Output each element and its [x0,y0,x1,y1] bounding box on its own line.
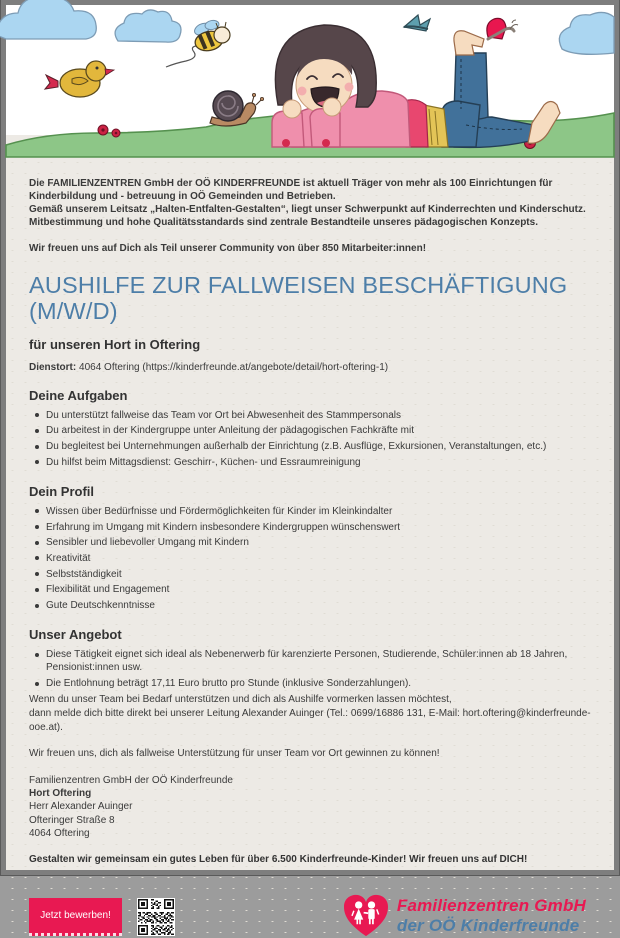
profil-list [29,505,592,612]
logo-line-2: der OÖ Kinderfreunde [396,916,580,936]
closing-line-2: Gestalten wir gemeinsam ein gutes Leben für über 6.500 Kinderfreunde-Kinder! Wir freuen uns auf DICH! [29,854,528,866]
subtitle: für unseren Hort in Oftering [29,336,201,352]
list-item: Erfahrung im Umgang mit Kindern insbesondere Kindergruppen wünschenswert [46,521,592,534]
list-item: Kreativität [46,552,592,565]
intro-paragraph-1: Die FAMILIENZENTREN GmbH der OÖ KINDERFREUNDE ist aktuell Träger von mehr als 100 Einrichtungen für Kinderbildung und - betreuung in OÖ Gemeinden und Betrieben. [29,178,553,202]
address-block [29,774,592,840]
list-item: Diese Tätigkeit eignet sich ideal als Nebenerwerb für karenzierte Personen, Studierende, Schüler:innen ab 18 Jahren, Pensionist:innen usw. [46,648,592,674]
heart-logo-icon [343,894,389,938]
list-item: Du arbeitest in der Kindergruppe unter Anleitung der pädagogischen Fachkräfte mit [46,424,592,437]
list-item: Du unterstützt fallweise das Team vor Ort bei Abwesenheit des Stammpersonals [46,409,592,422]
list-item: Wissen über Bedürfnisse und Fördermöglichkeiten für Kinder im Kleinkindalter [46,505,592,518]
address-contact: Herr Alexander Auinger [29,801,133,813]
job-posting-page [1,0,619,936]
list-item: Sensibler und liebevoller Umgang mit Kindern [46,536,592,549]
page-title: AUSHILFE ZUR FALLWEISEN BESCHÄFTIGUNG (M/W/D) [29,272,568,325]
logo-line-1: Familienzentren GmbH [396,896,586,916]
header-illustration [6,5,614,157]
dienstort-line [29,362,592,373]
list-item: Die Entlohnung beträgt 17,11 Euro brutto pro Stunde (inklusive Sonderzahlungen). [46,677,592,690]
angebot-list [29,648,592,690]
footer [29,898,592,938]
dienstort-value: 4064 Oftering (https://kinderfreunde.at/angebote/detail/hort-oftering-1) [79,361,389,373]
apply-button[interactable]: Jetzt bewerben! [29,898,122,936]
dienstort-label: Dienstort: [29,361,77,373]
section-heading-angebot: Unser Angebot [29,627,122,643]
angebot-note-2: dann melde dich bitte direkt bei unserer Leitung Alexander Auinger (Tel.: 0699/16886 131, E-Mail: hort.oftering@kinderfreunde-ooe.at). [29,708,591,733]
content [6,157,614,938]
address-city: 4064 Oftering [29,827,90,839]
address-hort: Hort Oftering [29,788,92,800]
qr-code [137,898,175,936]
list-item: Flexibilität und Engagement [46,583,592,596]
address-company: Familienzentren GmbH der OÖ Kinderfreunde [29,774,233,786]
company-logo [343,894,586,938]
intro-block [29,177,592,255]
community-line: Wir freuen uns auf Dich als Teil unserer Community von über 850 Mitarbeiter:innen! [29,243,427,254]
address-street: Ofteringer Straße 8 [29,814,115,826]
logo-text [397,896,586,936]
section-heading-aufgaben: Deine Aufgaben [29,387,128,403]
list-item: Gute Deutschkenntnisse [46,599,592,612]
intro-paragraph-2: Gemäß unserem Leitsatz „Halten-Entfalten-Gestalten“, liegt unser Schwerpunkt auf Kinderrechten und Kinderschutz. Mitbestimmung und hohe Qualitätsstandards sind zentrale Bestandteile unseres pädagogischen Konzepts. [29,204,586,228]
angebot-note-1: Wenn du unser Team bei Bedarf unterstützen und dich als Aushilfe vormerken lassen möchtest, [29,693,452,705]
illustration-svg [6,5,614,157]
closing-line-1: Wir freuen uns, dich als fallweise Unterstützung für unser Team vor Ort gewinnen zu können! [29,748,440,760]
aufgaben-list [29,409,592,469]
list-item: Du begleitest bei Unternehmungen außerhalb der Einrichtung (z.B. Ausflüge, Exkursionen, Veranstaltungen, etc.) [46,440,592,453]
list-item: Du hilfst beim Mittagsdienst: Geschirr-, Küchen- und Essraumreinigung [46,456,592,469]
list-item: Selbstständigkeit [46,568,592,581]
section-heading-profil: Dein Profil [29,483,95,499]
